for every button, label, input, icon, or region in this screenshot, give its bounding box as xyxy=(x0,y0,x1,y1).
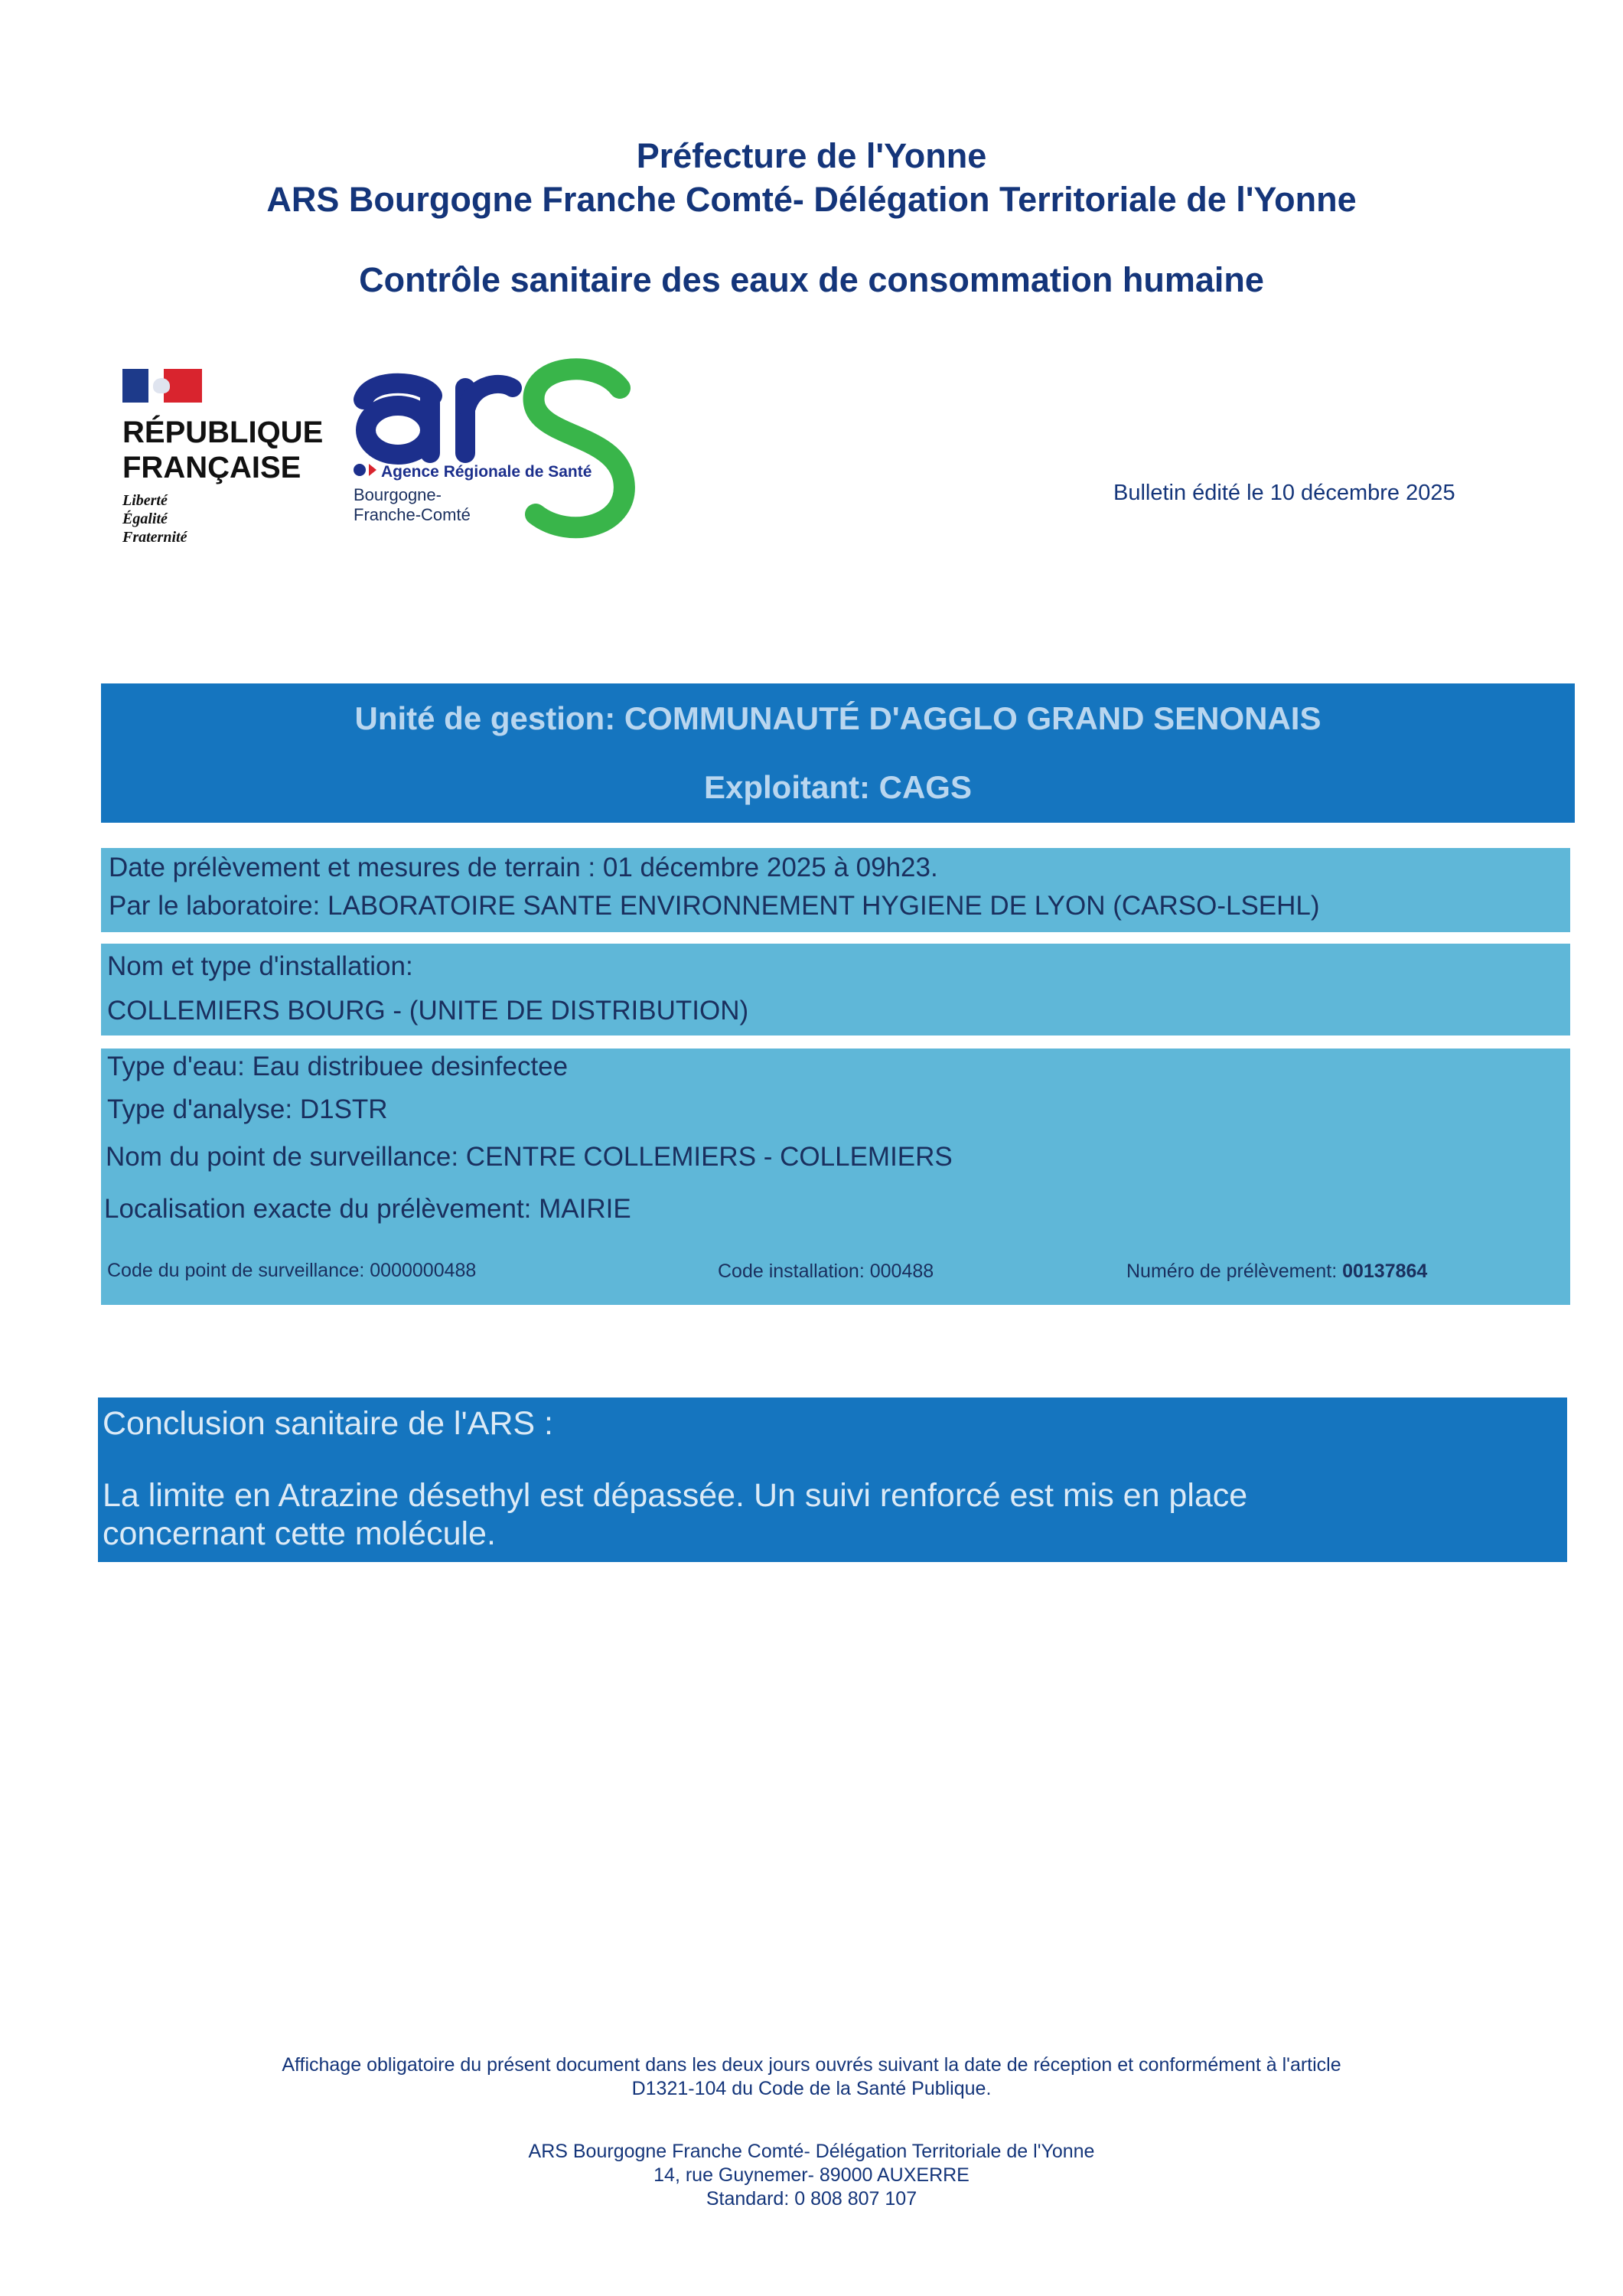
display-notice-line2: D1321-104 du Code de la Santé Publique. xyxy=(631,2078,992,2099)
ars-region-line2: Franche-Comté xyxy=(354,505,471,524)
surveillance-point-code: Code du point de surveillance: 0000000488 xyxy=(107,1260,477,1281)
conclusion-title: Conclusion sanitaire de l'ARS : xyxy=(103,1405,554,1442)
motto-liberte: Liberté xyxy=(122,492,168,509)
sample-number xyxy=(1126,1261,1427,1283)
motto-fraternite: Fraternité xyxy=(122,529,187,546)
ars-agency-text: Agence Régionale de Santé xyxy=(381,463,592,481)
ars-delegation-title: ARS Bourgogne Franche Comté- Délégation Territoriale de l'Yonne xyxy=(266,180,1357,219)
footer-address-line1: ARS Bourgogne Franche Comté- Délégation Territoriale de l'Yonne xyxy=(528,2141,1095,2162)
motto-egalite: Égalité xyxy=(122,510,168,527)
sampling-panel xyxy=(101,848,1570,932)
installation-value: COLLEMIERS BOURG - (UNITE DE DISTRIBUTION) xyxy=(107,996,749,1026)
sample-number-value: 00137864 xyxy=(1342,1261,1428,1282)
surveillance-point: Nom du point de surveillance: CENTRE COLLEMIERS - COLLEMIERS xyxy=(106,1142,953,1172)
republique-text: RÉPUBLIQUE xyxy=(122,416,324,449)
sampling-location: Localisation exacte du prélèvement: MAIRIE xyxy=(104,1194,631,1224)
analysis-type: Type d'analyse: D1STR xyxy=(107,1094,388,1124)
prefecture-title: Préfecture de l'Yonne xyxy=(636,136,987,175)
ars-region-line1: Bourgogne- xyxy=(354,485,442,504)
republique-francaise-logo xyxy=(122,369,337,560)
francaise-text: FRANÇAISE xyxy=(122,451,301,484)
installation-label: Nom et type d'installation: xyxy=(107,951,413,981)
footer-address-line2: 14, rue Guynemer- 89000 AUXERRE xyxy=(653,2164,970,2186)
ars-logo xyxy=(352,354,658,553)
installation-code: Code installation: 000488 xyxy=(718,1261,934,1282)
installation-panel xyxy=(101,944,1570,1035)
sampling-date: Date prélèvement et mesures de terrain : 01 décembre 2025 à 09h23. xyxy=(109,853,938,882)
conclusion-line1: La limite en Atrazine désethyl est dépassée. Un suivi renforcé est mis en place xyxy=(103,1477,1248,1514)
marianne-flag-icon xyxy=(122,369,202,403)
sample-number-label: Numéro de prélèvement: xyxy=(1126,1261,1343,1282)
laboratory: Par le laboratoire: LABORATOIRE SANTE ENVIRONNEMENT HYGIENE DE LYON (CARSO-LSEHL) xyxy=(109,891,1320,921)
footer-phone: Standard: 0 808 807 107 xyxy=(706,2188,917,2210)
unite-gestion: Unité de gestion: COMMUNAUTÉ D'AGGLO GRAND SENONAIS xyxy=(354,700,1322,736)
exploitant: Exploitant: CAGS xyxy=(703,769,972,805)
display-notice-line1: Affichage obligatoire du présent document dans les deux jours ouvrés suivant la date de réception et conformément à l'article xyxy=(282,2054,1341,2076)
bulletin-date: Bulletin édité le 10 décembre 2025 xyxy=(1113,481,1455,505)
document-title: Contrôle sanitaire des eaux de consommation humaine xyxy=(359,260,1264,299)
conclusion-line2: concernant cette molécule. xyxy=(103,1515,496,1552)
details-panel xyxy=(101,1049,1570,1305)
water-type: Type d'eau: Eau distribuee desinfectee xyxy=(107,1052,569,1081)
management-banner xyxy=(101,683,1575,823)
conclusion-box xyxy=(98,1397,1567,1562)
